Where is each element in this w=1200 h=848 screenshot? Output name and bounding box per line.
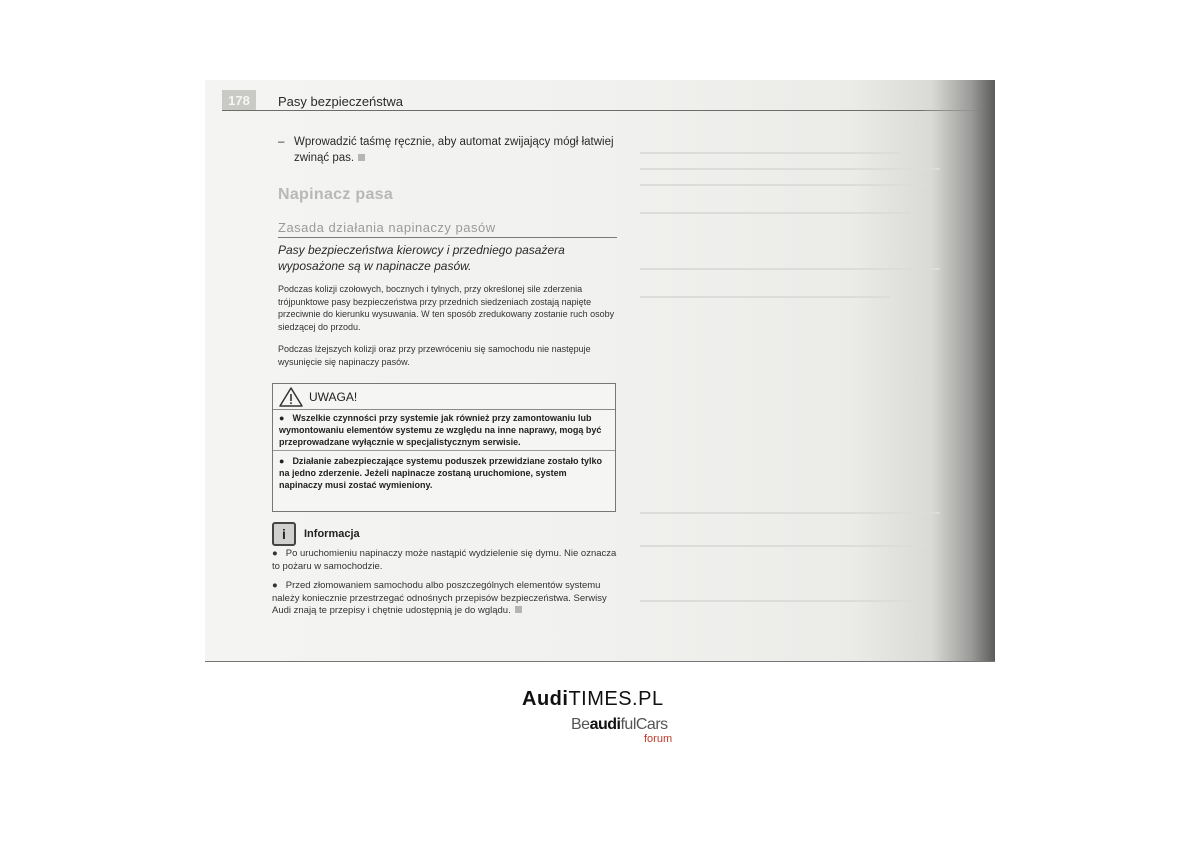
logo-brand-rest: TIMES.PL <box>568 688 664 710</box>
warning-header <box>273 384 615 410</box>
bleed-through-line <box>640 212 910 214</box>
bullet-icon: ● <box>279 456 285 466</box>
logo-sub-rest: fulCars <box>620 716 668 733</box>
bullet-icon: ● <box>272 580 278 591</box>
info-item-text: Przed złomowaniem samochodu albo poszczególnych elementów systemu należy koniecznie przestrzegać odnośnych przepisów bezpieczeństwa. Serwisy Audi znają te przepisy i chętnie udostępnią je do wglądu. <box>272 580 607 616</box>
bottom-rule <box>205 661 995 662</box>
info-item <box>272 580 617 618</box>
dash-list-item <box>278 134 618 166</box>
logo-sub-prefix: Be <box>571 716 590 733</box>
warning-divider <box>273 450 615 451</box>
end-square-icon <box>515 606 522 613</box>
end-square-icon <box>358 154 365 161</box>
bullet-icon: ● <box>272 548 278 559</box>
bleed-through-line <box>640 168 940 170</box>
dash-marker: – <box>278 136 285 148</box>
dash-item-text: Wprowadzić taśmę ręcznie, aby automat zwijający mógł łatwiej zwinąć pas. <box>294 136 614 164</box>
dash-item-text-wrap <box>294 134 618 166</box>
bleed-through-line <box>640 268 940 270</box>
warning-item-text: Działanie zabezpieczające systemu poduszek przewidziane zostało tylko na jedno zderzenie. Jeżeli napinacze zostaną uruchomione, system napinaczy musi zostać wymieniony. <box>279 456 603 490</box>
logo-forum: forum <box>644 733 673 745</box>
warning-item <box>273 410 615 448</box>
info-item <box>272 548 617 573</box>
paragraph: Podczas kolizji czołowych, bocznych i tylnych, przy określonej sile zderzenia trójpunktowe pasy bezpieczeństwa przy przednich siedzeniach zostają napięte przeciwnie do kierunku wysuwania. W ten sposób zredukowany zostanie ruch osoby siedzącej do przodu. <box>278 284 615 332</box>
bleed-through-line <box>640 184 930 186</box>
bleed-through-line <box>640 600 920 602</box>
beaudifulcars-logo <box>571 716 668 734</box>
info-header <box>272 522 360 546</box>
subsection-rule <box>278 237 617 238</box>
warning-triangle-icon <box>279 387 303 407</box>
info-title: Informacja <box>304 528 360 540</box>
logo-sub-em: audi <box>589 716 621 733</box>
warning-box <box>272 383 616 512</box>
header-rule <box>222 110 922 111</box>
bleed-through-line <box>640 512 940 514</box>
section-title: Napinacz pasa <box>278 186 394 203</box>
warning-title: UWAGA! <box>309 389 358 404</box>
bleed-through-line <box>640 545 930 547</box>
bullet-icon: ● <box>279 413 285 423</box>
info-item-text: Po uruchomieniu napinaczy może nastąpić wydzielenie się dymu. Nie oznacza to pożaru w samochodzie. <box>272 548 617 572</box>
warning-item <box>273 453 615 491</box>
info-icon: i <box>272 522 296 546</box>
paragraph: Podczas lżejszych kolizji oraz przy przewróceniu się samochodu nie następuje wysunięcie się napinaczy pasów. <box>278 344 591 367</box>
bleed-through-line <box>640 296 890 298</box>
intro-text: Pasy bezpieczeństwa kierowcy i przedniego pasażera wyposażone są w napinacze pasów. <box>278 243 565 273</box>
bleed-through-line <box>640 152 900 154</box>
audi-times-logo <box>522 688 664 711</box>
page-title: Pasy bezpieczeństwa <box>278 94 404 109</box>
page-number: 178 <box>222 90 256 110</box>
logo-brand-bold: Audi <box>522 688 569 710</box>
warning-item-text: Wszelkie czynności przy systemie jak również przy zamontowaniu lub wymontowaniu elementów systemu ze względu na inne naprawy, mogą być przeprowadzane wyłącznie w specjalistycznym serwisie. <box>279 413 602 447</box>
subsection-title: Zasada działania napinaczy pasów <box>278 220 496 235</box>
header-rule-fade <box>922 110 992 111</box>
